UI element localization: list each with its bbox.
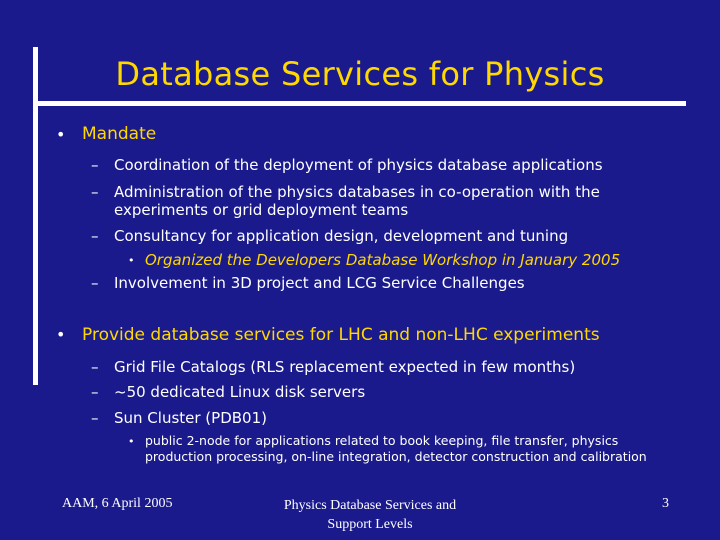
subitem-workshop: Organized the Developers Database Workshop in January 2005 — [145, 251, 621, 269]
footer-title: Physics Database Services and Support Levels — [283, 498, 457, 532]
bullet-marker: • — [56, 325, 66, 344]
subitem-marker: • — [128, 435, 135, 448]
bullet-provide-services: Provide database services for LHC and non-LHC experiments — [82, 325, 600, 345]
page-number: 3 — [662, 496, 669, 511]
item-coordination: Coordination of the deployment of physics database applications — [114, 156, 603, 174]
bullet-marker: • — [56, 125, 66, 144]
subitem-public-2node: public 2-node for applications related to book keeping, file transfer, physics production processing, on-line integration, detector construction and calibration — [145, 433, 647, 464]
item-sun-cluster: Sun Cluster (PDB01) — [114, 409, 267, 427]
item-linux-servers: ~50 dedicated Linux disk servers — [114, 383, 366, 401]
item-involvement: Involvement in 3D project and LCG Service Challenges — [114, 274, 525, 292]
dash-marker: – — [91, 183, 99, 201]
item-consultancy: Consultancy for application design, development and tuning — [114, 227, 569, 245]
dash-marker: – — [91, 156, 99, 174]
vertical-rule — [33, 47, 38, 385]
dash-marker: – — [91, 358, 99, 376]
footer-date: AAM, 6 April 2005 — [62, 496, 173, 511]
dash-marker: – — [91, 274, 99, 292]
dash-marker: – — [91, 383, 99, 401]
bullet-mandate: Mandate — [82, 124, 157, 144]
dash-marker: – — [91, 227, 99, 245]
subitem-marker: • — [128, 254, 135, 267]
dash-marker: – — [91, 409, 99, 427]
item-grid-catalogs: Grid File Catalogs (RLS replacement expected in few months) — [114, 358, 576, 376]
slide-title: Database Services for Physics — [115, 55, 605, 93]
horizontal-rule — [33, 101, 686, 106]
item-administration: Administration of the physics databases in co-operation with the experiments or grid deployment teams — [114, 183, 600, 219]
